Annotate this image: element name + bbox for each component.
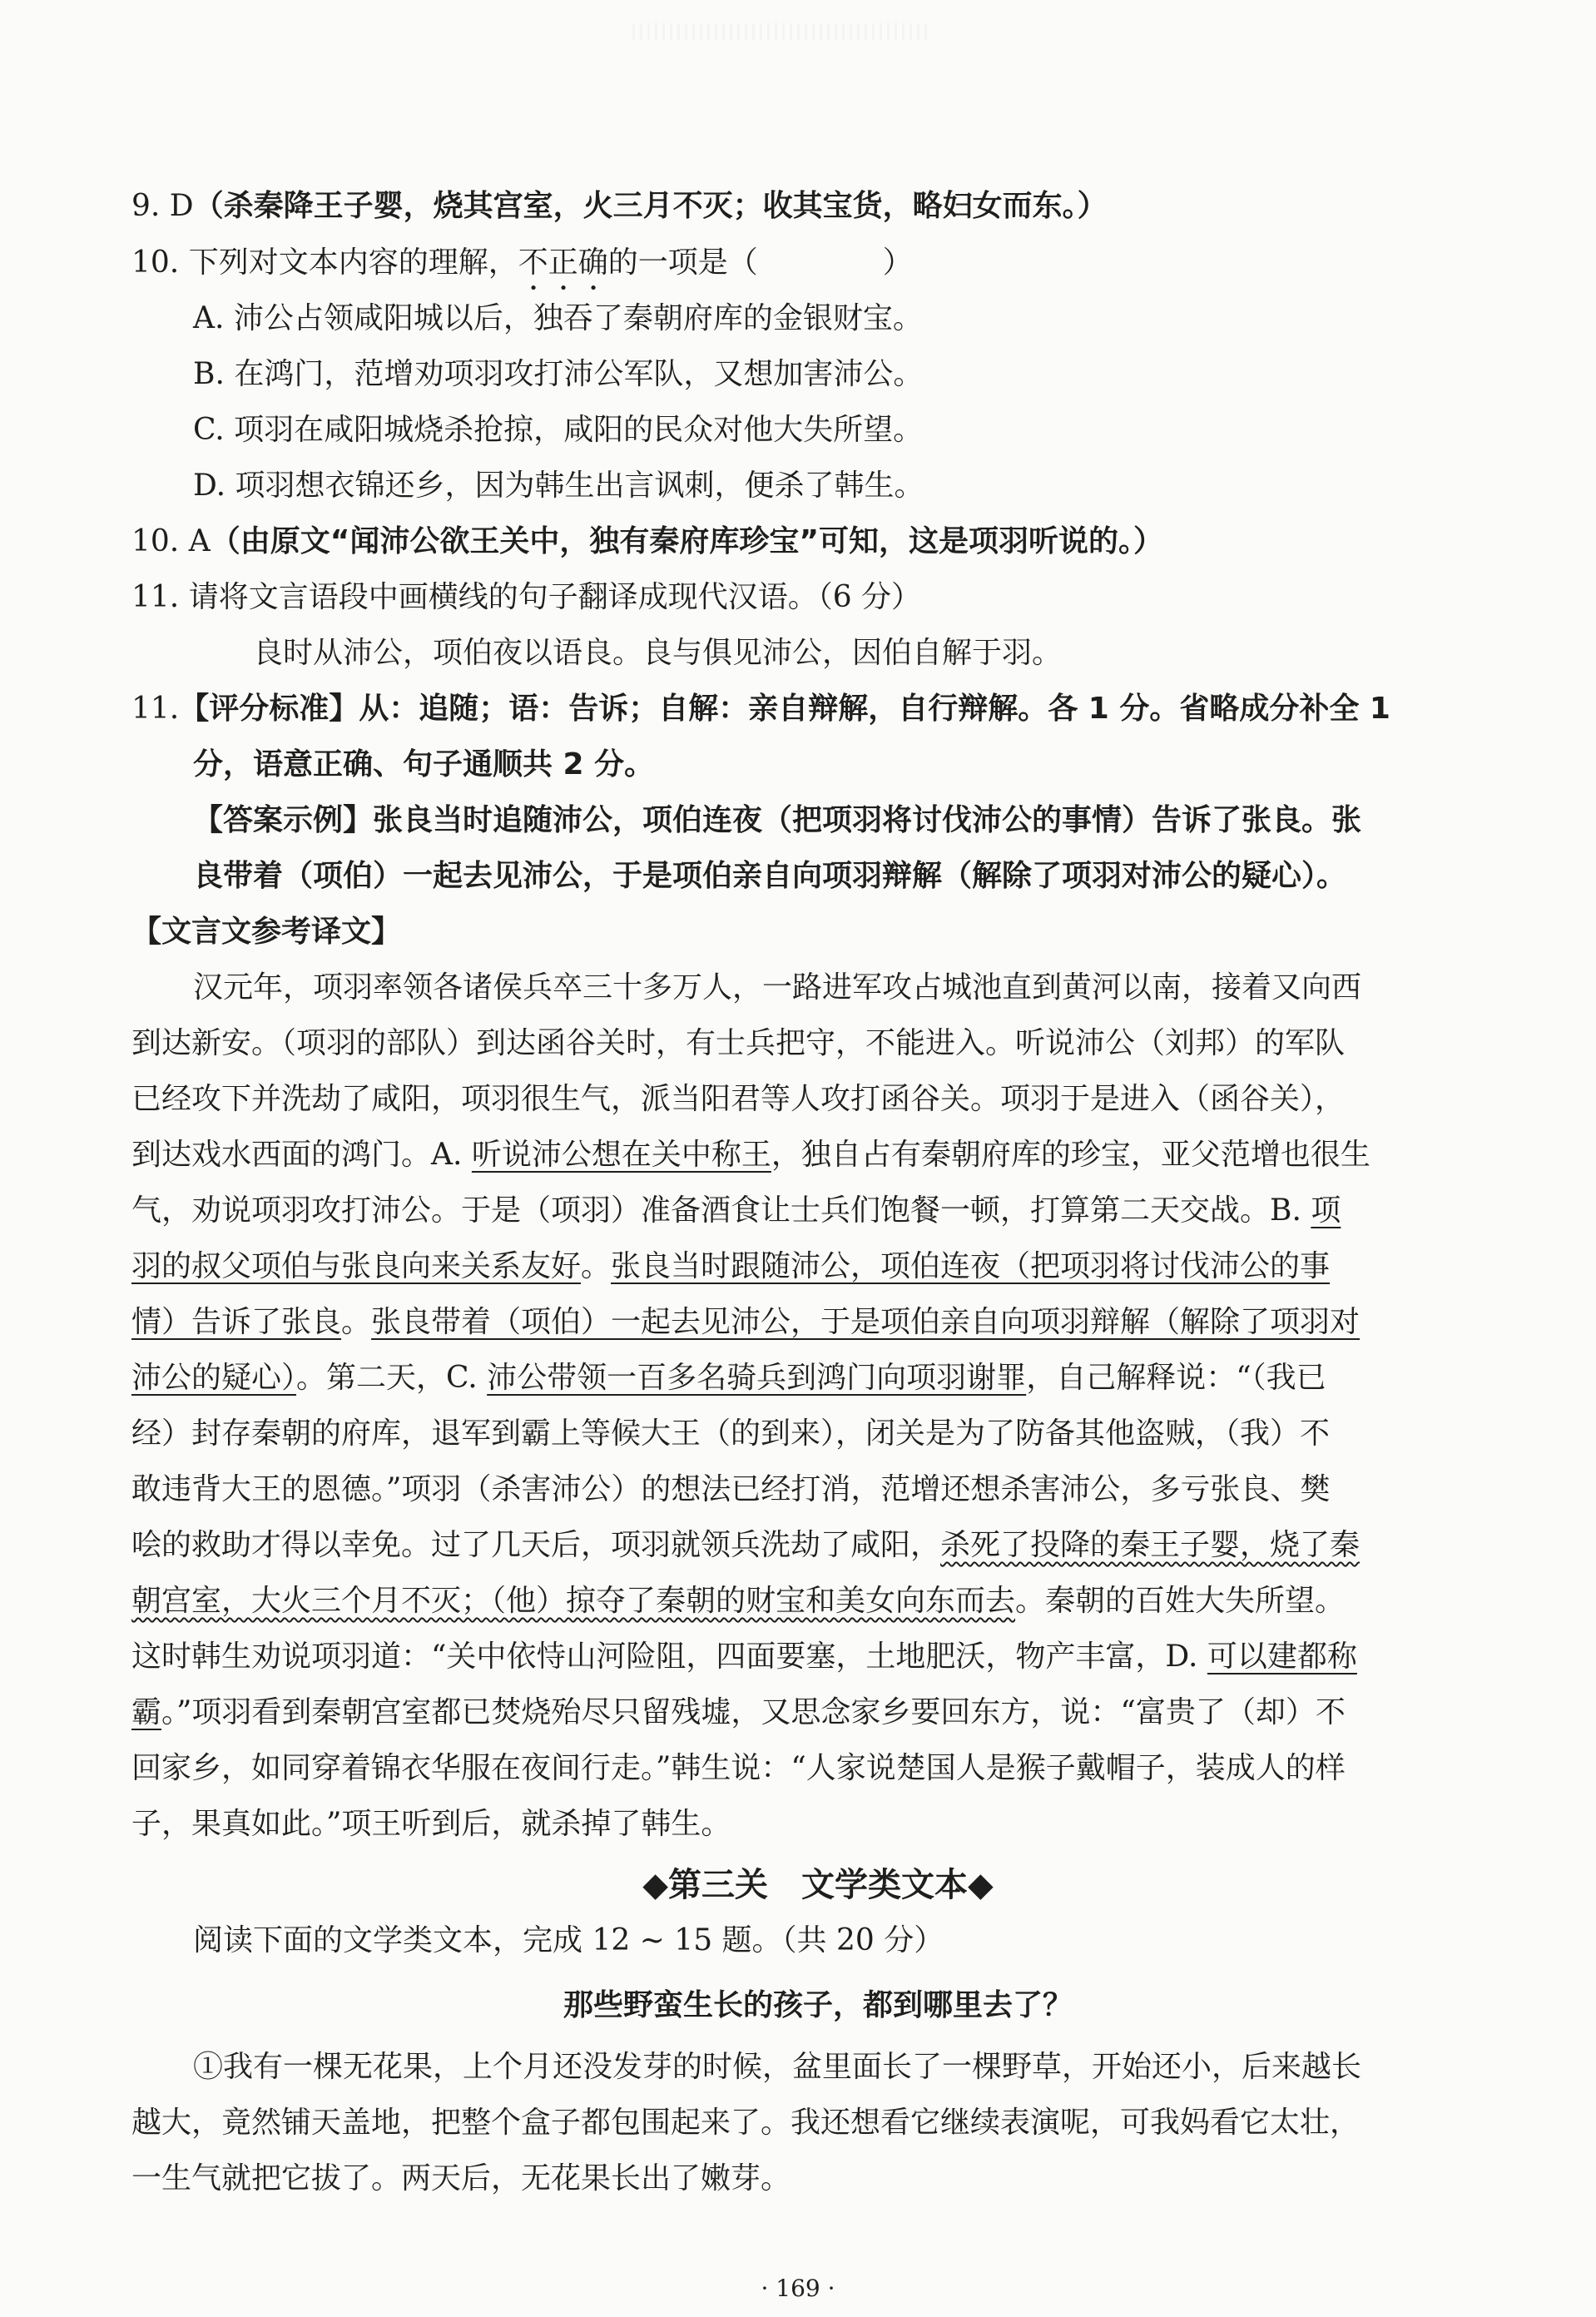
translation-line: 汉元年，项羽率领各诸侯兵卒三十多万人，一路进军攻占城池直到黄河以南，接着又向西 [193, 970, 1362, 1005]
article-paragraph-line: ①我有一棵无花果，上个月还没发芽的时候，盆里面长了一棵野草，开始还小，后来越长 [193, 2050, 1362, 2084]
underlined-text: 沛公的疑心） [131, 1361, 297, 1395]
underlined-text: 情）告诉了张良 [131, 1305, 342, 1339]
underlined-text: 沛公带领一百多名骑兵到鸿门向项羽谢罪 [487, 1361, 1027, 1395]
translation-line: 回家乡，如同穿着锦衣华服在夜间行走。”韩生说：“人家说楚国人是猴子戴帽子，装成人的样 [131, 1751, 1346, 1785]
emphasis-text: 不正确 [518, 246, 608, 280]
q11-sample-line1: 【答案示例】张良当时追随沛公，项伯连夜（把项羽将讨伐沛公的事情）告诉了张良。张 [193, 803, 1362, 837]
translation-line: 霸。”项羽看到秦朝宫室都已焚烧殆尽只留残墟，又思念家乡要回东方，说：“富贵了（却）不 [131, 1695, 1346, 1729]
translation-line: 沛公的疑心）。第二天，C. 沛公带领一百多名骑兵到鸿门向项羽谢罪，自己解释说：“（我已 [131, 1361, 1326, 1395]
q10-option-a: A. 沛公占领咸阳城以后，独吞了秦朝府库的金银财宝。 [193, 301, 923, 335]
q10-option-d: D. 项羽想衣锦还乡，因为韩生出言讽刺，便杀了韩生。 [193, 469, 924, 503]
translation-line: 哙的救助才得以幸免。过了几天后，项羽就领兵洗劫了咸阳，杀死了投降的秦王子婴，烧了秦 [131, 1528, 1361, 1562]
section-instruction: 阅读下面的文学类文本，完成 12 ~ 15 题。（共 20 分） [193, 1923, 944, 1957]
translation-line: 情）告诉了张良。张良带着（项伯）一起去见沛公，于是项伯亲自向项羽辩解（解除了项羽对 [131, 1305, 1361, 1339]
translation-line: 到达新安。（项羽的部队）到达函谷关时，有士兵把守，不能进入。听说沛公（刘邦）的军队 [131, 1026, 1346, 1060]
section-title: ◆第三关 文学类文本◆ [642, 1866, 994, 1904]
wavy-underlined-text: 杀死了投降的秦王子婴，烧了秦 [940, 1528, 1361, 1562]
translation-line: 已经攻下并洗劫了咸阳，项羽很生气，派当阳君等人攻打函谷关。项羽于是进入（函谷关）， [131, 1082, 1346, 1116]
underlined-text: 可以建都称 [1207, 1640, 1357, 1674]
translation-line: 子，果真如此。”项王听到后，就杀掉了韩生。 [131, 1807, 731, 1841]
q11-scoring-line2: 分，语意正确、句子通顺共 2 分。 [193, 747, 655, 781]
translation-line: 到达戏水西面的鸿门。A. 听说沛公想在关中称王，独自占有秦朝府库的珍宝，亚父范增也很生 [131, 1138, 1370, 1172]
article-paragraph-line: 一生气就把它拔了。两天后，无花果长出了嫩芽。 [131, 2161, 791, 2195]
page-number: · 169 · [761, 2275, 835, 2302]
translation-heading: 【文言文参考译文】 [131, 915, 402, 949]
underlined-text: 张良当时跟随沛公，项伯连夜（把项羽将讨伐沛公的事 [611, 1249, 1331, 1283]
translation-line: 这时韩生劝说项羽道：“关中依恃山河险阻，四面要塞，土地肥沃，物产丰富，D. 可以建都称 [131, 1640, 1357, 1674]
underlined-text: 项 [1311, 1193, 1341, 1228]
q9-answer [131, 181, 1504, 231]
q11-sentence: 良时从沛公，项伯夜以语良。良与俱见沛公，因伯自解于羽。 [253, 636, 1063, 670]
q9-answer-explain: （杀秦降王子婴，烧其宫室，火三月不灭；收其宝货，略妇女而东。） [193, 189, 1108, 223]
translation-line: 羽的叔父项伯与张良向来关系友好。张良当时跟随沛公，项伯连夜（把项羽将讨伐沛公的事 [131, 1249, 1331, 1283]
underlined-text: 羽的叔父项伯与张良向来关系友好 [131, 1249, 582, 1283]
q10-option-b: B. 在鸿门，范增劝项羽攻打沛公军队，又想加害沛公。 [193, 357, 924, 391]
translation-line: 经）封存秦朝的府库，退军到霸上等候大王（的到来），闭关是为了防备其他盗贼，（我）不 [131, 1416, 1331, 1451]
translation-line: 敢违背大王的恩德。”项羽（杀害沛公）的想法已经打消，范增还想杀害沛公，多亏张良、樊 [131, 1472, 1331, 1506]
q11-scoring-line1: 11.【评分标准】从：追随；语：告诉；自解：亲自辩解，自行辩解。各 1 分。省略成分补全 1 [131, 692, 1390, 726]
wavy-underlined-text: 朝宫室，大火三个月不灭；（他）掠夺了秦朝的财宝和美女向东而去 [131, 1584, 1016, 1618]
q10-option-c: C. 项羽在咸阳城烧杀抢掠，咸阳的民众对他大失所望。 [193, 413, 924, 447]
article-paragraph-line: 越大，竟然铺天盖地，把整个盒子都包围起来了。我还想看它继续表演呢，可我妈看它太壮， [131, 2106, 1361, 2140]
q9-answer-num: 9. D [131, 189, 194, 223]
q10-answer: 10. A（由原文“闻沛公欲王关中，独有秦府库珍宝”可知，这是项羽听说的。） [131, 524, 1164, 558]
article-title: 那些野蛮生长的孩子，都到哪里去了？ [563, 1988, 1073, 2022]
underlined-text: 张良带着（项伯）一起去见沛公，于是项伯亲自向项羽辩解（解除了项羽对 [371, 1305, 1361, 1339]
q11-sample-line2: 良带着（项伯）一起去见沛公，于是项伯亲自向项羽辩解（解除了项羽对沛公的疑心）。 [193, 859, 1347, 893]
translation-line: 朝宫室，大火三个月不灭；（他）掠夺了秦朝的财宝和美女向东而去。秦朝的百姓大失所望。 [131, 1584, 1346, 1618]
q11-stem: 11. 请将文言语段中画横线的句子翻译成现代汉语。（6 分） [131, 580, 922, 614]
translation-line: 气，劝说项羽攻打沛公。于是（项羽）准备酒食让士兵们饱餐一顿，打算第二天交战。B. 项 [131, 1193, 1341, 1228]
underlined-text: 霸 [131, 1695, 162, 1729]
q10-stem: 10. 下列对文本内容的理解，不正确的一项是（ ） [131, 246, 913, 280]
scan-artifact [632, 23, 932, 40]
underlined-text: 听说沛公想在关中称王 [471, 1138, 771, 1172]
